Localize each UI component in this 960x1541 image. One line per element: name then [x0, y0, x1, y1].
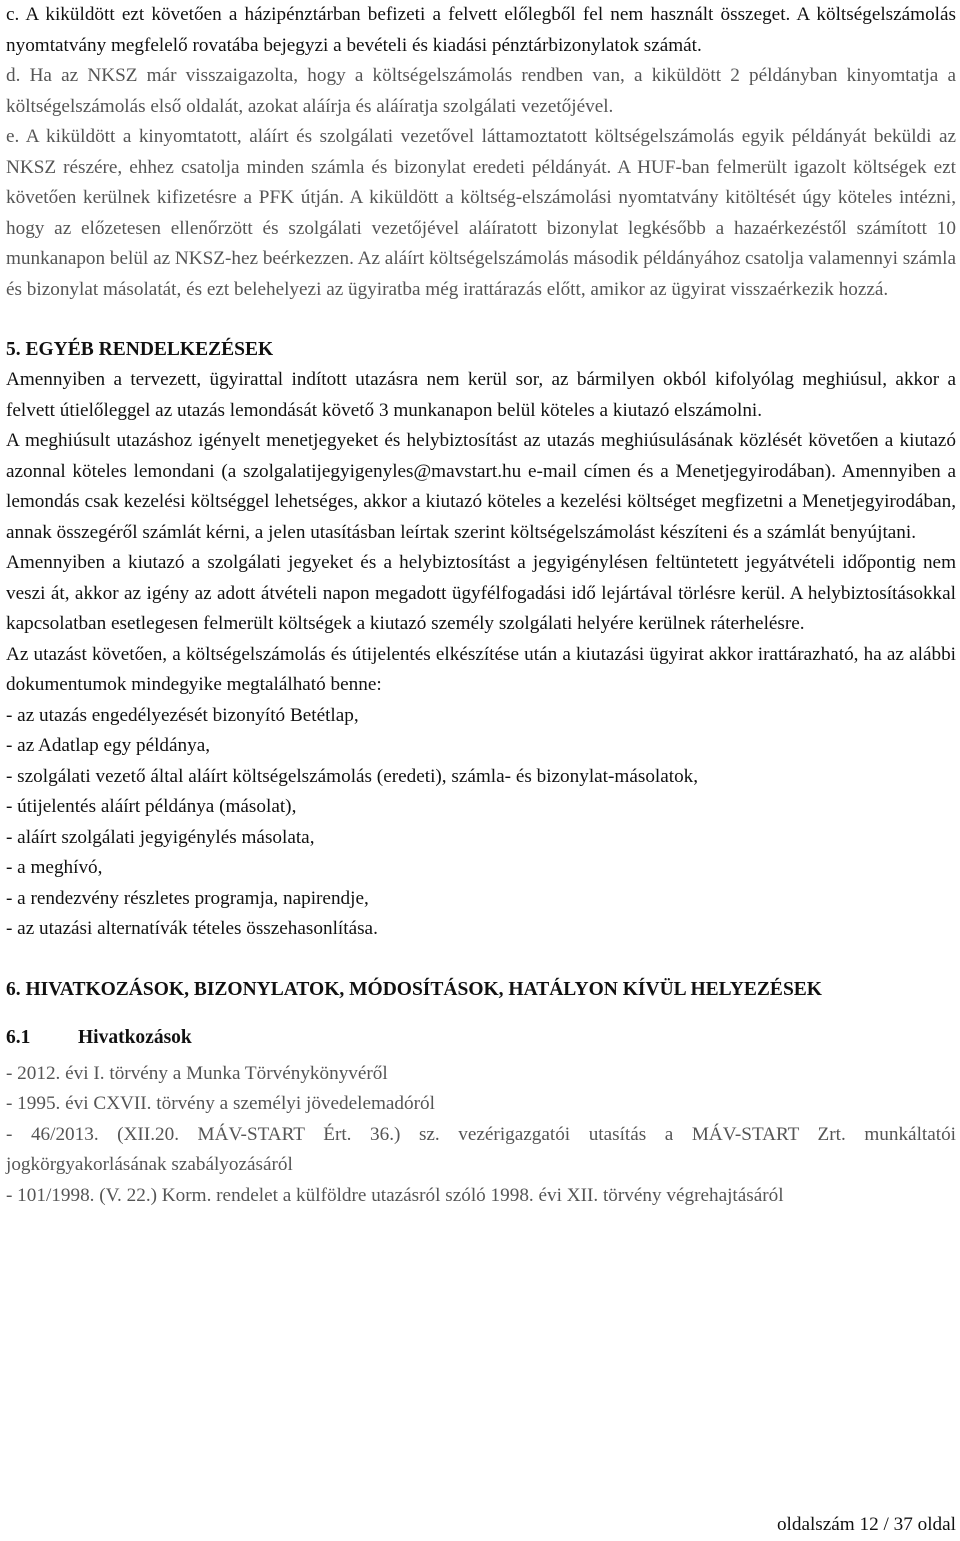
- section-5-paragraph-4: Az utazást követően, a költségelszámolás és útijelentés elkészítése után a kiutazási ügyirat akkor irattárazható, ha az alábbi dokumentumok mindegyike megtalálható benne:: [6, 643, 956, 695]
- list-item: - útijelentés aláírt példánya (másolat),: [6, 796, 297, 817]
- page-number-footer: oldalszám 12 / 37 oldal: [776, 1514, 956, 1535]
- paragraph-e: e. A kiküldött a kinyomtatott, aláírt és szolgálati vezetővel láttamoztatott költségelszámolás egyik példányát beküldi az NKSZ részére, ehhez csatolja minden számla és bizonylat eredeti példányát. A HUF-ban felmerült igazolt költségek ezt követően kerülnek kifizetésre a PFK útján. A kiküldött a költség-elszámolási nyomtatvány kitöltését úgy köteles intézni, hogy az előzetesen ellenőrzött és szolgálati vezetőjével aláíratott bizonylat legkésőbb a hazaérkezéstől számított 10 munkanapon belül az NKSZ-hez beérkezzen. Az aláírt költségelszámolás második példányához csatolja valamennyi számla és bizonylat másolatát, és ezt belehelyezi az ügyiratba még irattárazás előtt, amikor az ügyirat visszaérkezik hozzá.: [6, 126, 956, 300]
- list-item: - a rendezvény részletes programja, napirendje,: [6, 887, 369, 909]
- paragraph-c: c. A kiküldött ezt követően a házipénztárban befizeti a felvett előlegből fel nem használt összeget. A költségelszámolás nyomtatvány megfelelő rovatába bejegyzi a bevételi és kiadási pénztárbizonylatok számát.: [6, 4, 956, 56]
- spacer: [6, 1005, 956, 1023]
- document-page: [6, 0, 956, 1211]
- list-item: - az Adatlap egy példánya,: [6, 735, 211, 756]
- list-item: - az utazás engedélyezését bizonyító Betétlap,: [6, 704, 359, 726]
- list-item: - aláírt szolgálati jegyigénylés másolata,: [6, 826, 315, 848]
- section-5-paragraph-1: Amennyiben a tervezett, ügyirattal indított utazásra nem kerül sor, az bármilyen okból kifolyólag meghiúsul, akkor a felvett útielőleggel az utazás lemondását követő 3 munkanapon belül köteles a kiutazó elszámolni.: [6, 369, 956, 421]
- list-item: - a meghívó,: [6, 857, 103, 878]
- reference-list: [6, 1059, 956, 1212]
- reference-item: - 101/1998. (V. 22.) Korm. rendelet a külföldre utazásról szóló 1998. évi XII. törvény végrehajtásáról: [6, 1184, 784, 1206]
- section-5-paragraph-2: A meghiúsult utazáshoz igényelt menetjegyeket és helybiztosítást az utazás meghiúsulásának közlését követően a kiutazó azonnal köteles lemondani (a szolgalatijegyigenyles@mavstart.hu e-mail címen és a Menetjegyirodában). Amennyiben a lemondás csak kezelési költséggel lehetséges, akkor a kiutazó köteles a kezelési költséget megfizetni a Menetjegyirodában, annak összegéről számlát kérni, a jelen utasításban leírtak szerint költségelszámolást készíteni és a számlát benyújtani.: [6, 430, 956, 543]
- section-number: 6.1: [6, 1026, 31, 1048]
- spacer: [6, 305, 956, 335]
- reference-item: - 2012. évi I. törvény a Munka Törvénykönyvéről: [6, 1062, 388, 1084]
- list-item: - az utazási alternatívák tételes összehasonlítása.: [6, 918, 378, 939]
- paragraph-d: d. Ha az NKSZ már visszaigazolta, hogy a költségelszámolás rendben van, a kiküldött 2 példányban kinyomtatja a költségelszámolás első oldalát, azokat aláírja és aláíratja szolgálati vezetőjével.: [6, 65, 956, 117]
- spacer: [6, 945, 956, 975]
- section-6-1-heading: [6, 1023, 956, 1053]
- section-title: Hivatkozások: [78, 1026, 192, 1048]
- section-5-paragraph-3: Amennyiben a kiutazó a szolgálati jegyeket és a helybiztosítást a jegyigénylésen feltüntetett jegyátvételi időpontig nem veszi át, akkor az igény az adott átvételi napon megadott ügyfélfogadási idő lejártával törlésre kerül. A helybiztosításokkal kapcsolatban esetlegesen felmerült költségek a kiutazó személy szolgálati helyére kerülnek ráterhelésre.: [6, 552, 956, 634]
- document-list: [6, 701, 956, 945]
- reference-item: - 1995. évi CXVII. törvény a személyi jövedelemadóról: [6, 1093, 435, 1114]
- section-6-heading: 6. HIVATKOZÁSOK, BIZONYLATOK, MÓDOSÍTÁSOK, HATÁLYON KÍVÜL HELYEZÉSEK: [6, 978, 822, 1000]
- section-5-heading: 5. EGYÉB RENDELKEZÉSEK: [6, 339, 274, 360]
- list-item: - szolgálati vezető által aláírt költségelszámolás (eredeti), számla- és bizonylat-másolatok,: [6, 765, 699, 787]
- reference-item: - 46/2013. (XII.20. MÁV-START Ért. 36.) sz. vezérigazgatói utasítás a MÁV-START Zrt. munkáltatói jogkörgyakorlásának szabályozásáról: [6, 1123, 956, 1175]
